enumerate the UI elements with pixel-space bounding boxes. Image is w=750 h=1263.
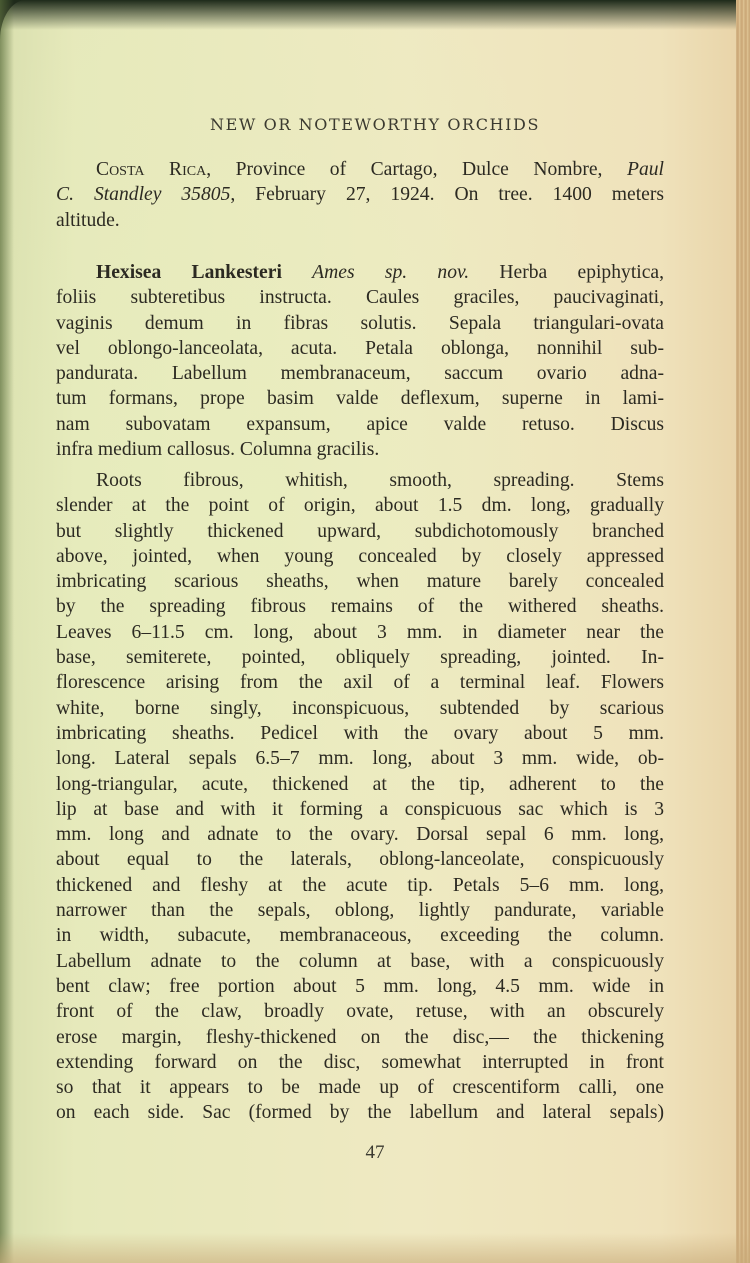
latin-line: nam subovatam expansum, apice valde retuso. Discus — [56, 413, 664, 435]
latin-first-rest: Herba epiphytica, — [469, 262, 665, 283]
english-description — [56, 468, 664, 1126]
description-line: front of the claw, broadly ovate, retuse, with an obscurely — [56, 1001, 664, 1023]
page-top-shadow — [0, 0, 750, 30]
latin-line: tum formans, prope basim valde deflexum, superne in lami- — [56, 388, 664, 410]
page-number: 47 — [365, 1142, 385, 1163]
description-line: Roots fibrous, whitish, smooth, spreading. Stems — [96, 470, 664, 491]
description-line: imbricating scarious sheaths, when mature barely concealed — [56, 571, 664, 593]
description-line: erose margin, fleshy-thickened on the disc,— the thickening — [56, 1026, 664, 1048]
description-line: lip at base and with it forming a conspicuous sac which is 3 — [56, 798, 664, 820]
description-line: so that it appears to be made up of crescentiform calli, one — [56, 1077, 664, 1099]
latin-line: foliis subteretibus instructa. Caules graciles, paucivaginati, — [56, 287, 664, 309]
description-line: about equal to the laterals, oblong-lanceolate, conspicuously — [56, 849, 664, 871]
description-line: Labellum adnate to the column at base, with a conspicuously — [56, 950, 664, 972]
page-left-gutter — [0, 0, 14, 1263]
description-line: narrower than the sepals, oblong, lightly pandurate, variable — [56, 900, 664, 922]
specimen-citation — [56, 157, 664, 233]
page-bottom-tone — [0, 1233, 750, 1263]
specimen-line-2: C. Standley 35805, February 27, 1924. On tree. 1400 meters — [56, 184, 665, 206]
description-line: but slightly thickened upward, subdichotomously branched — [56, 520, 664, 542]
latin-line: vaginis demum in fibras solutis. Sepala triangulari-ovata — [56, 312, 664, 334]
description-line: florescence arising from the axil of a terminal leaf. Flowers — [56, 672, 664, 694]
description-line: long-triangular, acute, thickened at the tip, adherent to the — [56, 773, 664, 795]
specimen-line-3: altitude. — [56, 209, 120, 231]
species-authority: Ames sp. nov. — [312, 262, 470, 283]
specimen-line-1: Costa Rica, Province of Cartago, Dulce Nombre, Paul — [96, 159, 664, 180]
description-line: mm. long and adnate to the ovary. Dorsal sepal 6 mm. long, — [56, 824, 664, 846]
species-name: Hexisea Lankesteri — [96, 262, 282, 283]
description-line: imbricating sheaths. Pedicel with the ovary about 5 mm. — [56, 722, 664, 744]
description-line: extending forward on the disc, somewhat interrupted in front — [56, 1051, 664, 1073]
latin-line: infra medium callosus. Columna gracilis. — [56, 439, 380, 461]
description-line: above, jointed, when young concealed by closely appressed — [56, 545, 664, 567]
latin-diagnosis — [56, 260, 664, 462]
page-edge-stack — [736, 0, 750, 1263]
description-line: by the spreading fibrous remains of the withered sheaths. — [56, 596, 664, 618]
description-line: thickened and fleshy at the acute tip. Petals 5–6 mm. long, — [56, 874, 664, 896]
running-header: NEW OR NOTEWORTHY ORCHIDS — [210, 115, 540, 134]
description-line: slender at the point of origin, about 1.5 dm. long, gradually — [56, 495, 664, 517]
description-line: long. Lateral sepals 6.5–7 mm. long, about 3 mm. wide, ob- — [56, 748, 664, 770]
latin-line: pandurata. Labellum membranaceum, saccum ovario adna- — [56, 363, 664, 385]
description-line: bent claw; free portion about 5 mm. long, 4.5 mm. wide in — [56, 975, 664, 997]
description-line: on each side. Sac (formed by the labellum and lateral sepals) — [56, 1102, 664, 1124]
species-heading-line — [56, 260, 664, 285]
description-line: in width, subacute, membranaceous, exceeding the column. — [56, 925, 664, 947]
description-line: base, semiterete, pointed, obliquely spreading, jointed. In- — [56, 647, 664, 669]
description-line: white, borne singly, inconspicuous, subtended by scarious — [56, 697, 664, 719]
latin-line: vel oblongo-lanceolata, acuta. Petala oblonga, nonnihil sub- — [56, 337, 664, 359]
description-line: Leaves 6–11.5 cm. long, about 3 mm. in diameter near the — [56, 621, 664, 643]
